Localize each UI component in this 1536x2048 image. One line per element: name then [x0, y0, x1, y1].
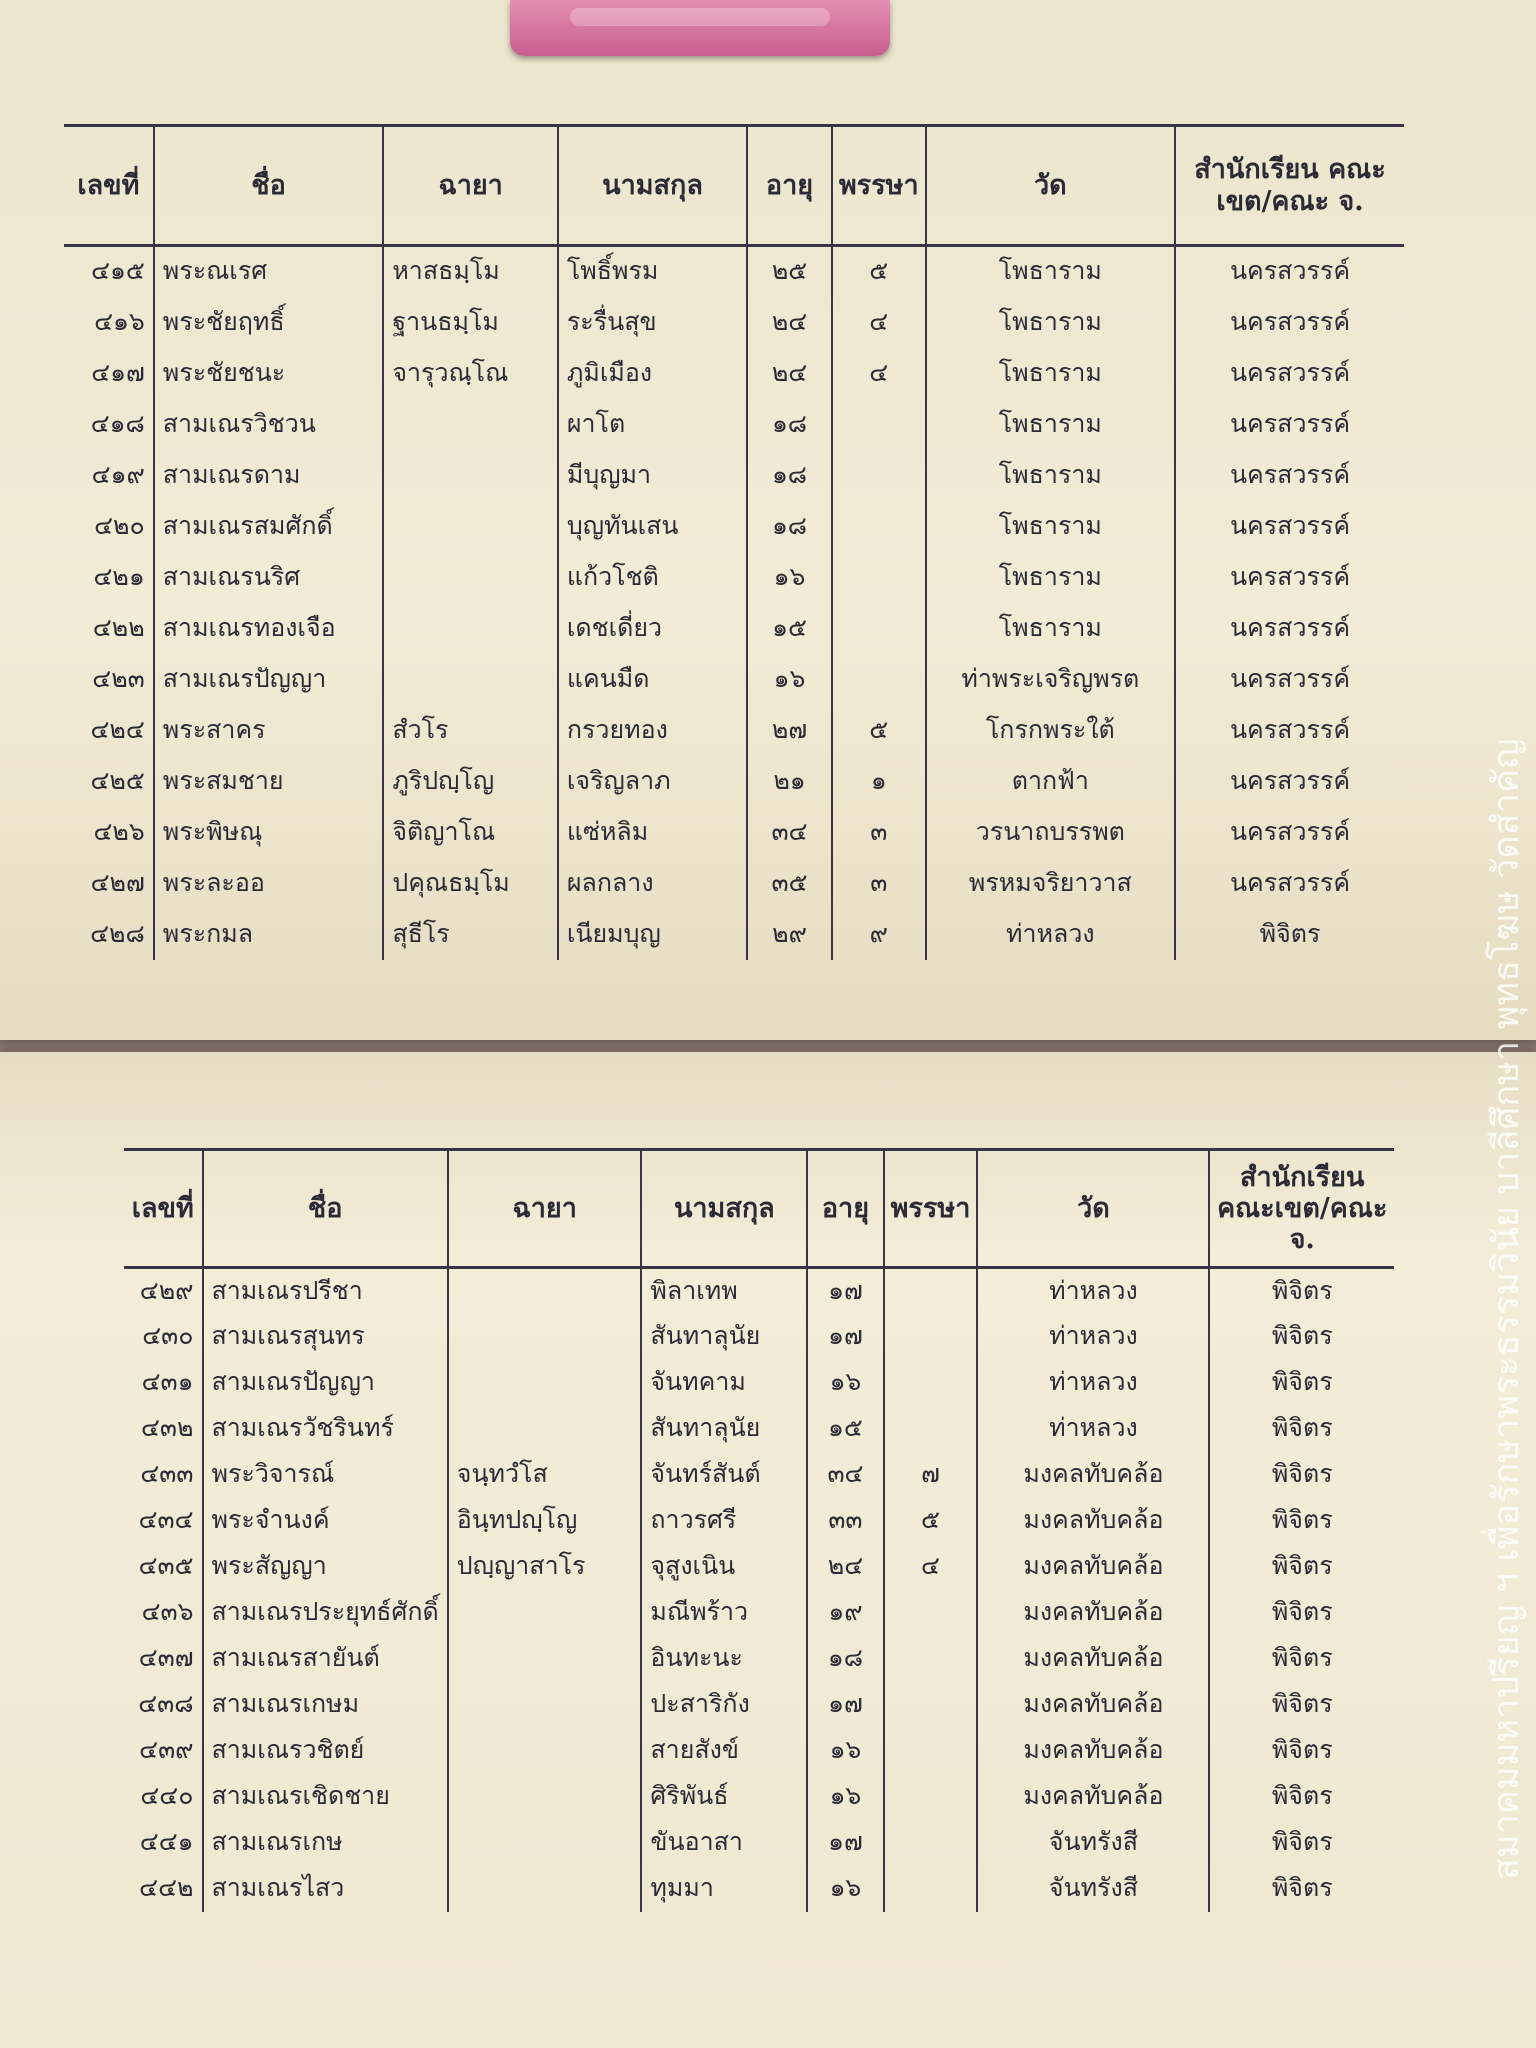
- cell-name: สามเณรสุนทร: [203, 1314, 448, 1360]
- cell-temple: จันทรังสี: [977, 1866, 1209, 1912]
- table-row: [124, 1314, 1394, 1360]
- cell-vassa: [884, 1682, 978, 1728]
- cell-number: ๔๓๕: [138, 1551, 194, 1581]
- cell-age: ๑๘: [747, 399, 832, 450]
- binder-clip: [510, 0, 890, 56]
- cell-name: พระจำนงค์: [203, 1498, 448, 1544]
- cell-temple: ตากฟ้า: [926, 756, 1175, 807]
- cell-surname: สายสังข์: [641, 1728, 807, 1774]
- cell-title: [448, 1682, 642, 1728]
- cell-school: นครสวรรค์: [1175, 807, 1404, 858]
- cell-age: ๑๗: [807, 1268, 883, 1314]
- cell-vassa: [832, 552, 926, 603]
- cell-vassa: [884, 1728, 978, 1774]
- cell-temple: ท่าหลวง: [977, 1360, 1209, 1406]
- col-header-name: ชื่อ: [203, 1150, 448, 1268]
- table-row: [124, 1360, 1394, 1406]
- cell-vassa: [832, 501, 926, 552]
- cell-school: พิจิตร: [1209, 1682, 1394, 1728]
- cell-age: ๑๗: [807, 1820, 883, 1866]
- header-row: [124, 1150, 1394, 1268]
- cell-number: ๔๓๐: [142, 1321, 194, 1351]
- cell-title: [448, 1820, 642, 1866]
- table-row: [124, 1728, 1394, 1774]
- cell-surname: จุสูงเนิน: [641, 1544, 807, 1590]
- cell-school: นครสวรรค์: [1175, 654, 1404, 705]
- table-row: [124, 1406, 1394, 1452]
- cell-vassa: ๕: [884, 1498, 978, 1544]
- cell-vassa: [832, 399, 926, 450]
- cell-surname: อินทะนะ: [641, 1636, 807, 1682]
- cell-name: สามเณรสมศักดิ์: [154, 501, 384, 552]
- table-row: [124, 1268, 1394, 1314]
- cell-temple: จันทรังสี: [977, 1820, 1209, 1866]
- cell-surname: ปะสาริกัง: [641, 1682, 807, 1728]
- cell-title: [383, 501, 558, 552]
- table-row: [64, 450, 1404, 501]
- cell-name: สามเณรวิชวน: [154, 399, 384, 450]
- cell-age: ๑๘: [747, 501, 832, 552]
- cell-temple: โพธาราม: [926, 348, 1175, 399]
- table-row: [64, 297, 1404, 348]
- cell-temple: มงคลทับคล้อ: [977, 1498, 1209, 1544]
- cell-number: ๔๔๑: [139, 1827, 194, 1857]
- cell-vassa: [884, 1268, 978, 1314]
- cell-age: ๑๘: [807, 1636, 883, 1682]
- cell-temple: โพธาราม: [926, 246, 1175, 297]
- cell-school: นครสวรรค์: [1175, 348, 1404, 399]
- cell-title: ปญฺญาสาโร: [448, 1544, 642, 1590]
- cell-surname: ถาวรศรี: [641, 1498, 807, 1544]
- cell-vassa: ๔: [884, 1544, 978, 1590]
- cell-number: ๔๑๕: [91, 256, 145, 286]
- cell-age: ๑๘: [747, 450, 832, 501]
- cell-number: ๔๑๗: [91, 357, 145, 387]
- cell-age: ๒๗: [747, 705, 832, 756]
- cell-name: สามเณรเกษ: [203, 1820, 448, 1866]
- cell-surname: กรวยทอง: [558, 705, 747, 756]
- cell-title: จารุวณฺโณ: [383, 348, 558, 399]
- table-row: [124, 1774, 1394, 1820]
- cell-vassa: ๓: [832, 858, 926, 909]
- cell-title: [448, 1360, 642, 1406]
- cell-name: สามเณรสายันต์: [203, 1636, 448, 1682]
- cell-school: พิจิตร: [1209, 1452, 1394, 1498]
- cell-school: พิจิตร: [1175, 909, 1404, 960]
- cell-school: พิจิตร: [1209, 1866, 1394, 1912]
- cell-title: [448, 1866, 642, 1912]
- cell-school: นครสวรรค์: [1175, 603, 1404, 654]
- cell-temple: มงคลทับคล้อ: [977, 1728, 1209, 1774]
- bottom-page: [0, 1052, 1536, 2048]
- cell-temple: โพธาราม: [926, 297, 1175, 348]
- cell-name: สามเณรปัญญา: [154, 654, 384, 705]
- cell-temple: ท่าหลวง: [926, 909, 1175, 960]
- cell-surname: ขันอาสา: [641, 1820, 807, 1866]
- cell-surname: พิลาเทพ: [641, 1268, 807, 1314]
- cell-temple: โพธาราม: [926, 450, 1175, 501]
- cell-name: สามเณรปัญญา: [203, 1360, 448, 1406]
- cell-number: ๔๒๗: [90, 867, 145, 897]
- cell-vassa: [884, 1314, 978, 1360]
- cell-school: พิจิตร: [1209, 1544, 1394, 1590]
- cell-title: [448, 1636, 642, 1682]
- table-row: [64, 399, 1404, 450]
- cell-surname: จันทคาม: [641, 1360, 807, 1406]
- table-row: [124, 1682, 1394, 1728]
- cell-temple: โกรกพระใต้: [926, 705, 1175, 756]
- cell-number: ๔๓๗: [138, 1643, 194, 1673]
- table-row: [64, 807, 1404, 858]
- cell-surname: แคนมืด: [558, 654, 747, 705]
- cell-vassa: [832, 450, 926, 501]
- cell-title: [448, 1590, 642, 1636]
- col-header-title: ฉายา: [383, 126, 558, 246]
- cell-name: พระกมล: [154, 909, 384, 960]
- cell-school: พิจิตร: [1209, 1590, 1394, 1636]
- cell-school: พิจิตร: [1209, 1314, 1394, 1360]
- cell-age: ๑๖: [747, 654, 832, 705]
- cell-name: พระสมชาย: [154, 756, 384, 807]
- cell-surname: แซ่หลิม: [558, 807, 747, 858]
- cell-number: ๔๔๐: [140, 1781, 194, 1811]
- cell-title: จิติญาโณ: [383, 807, 558, 858]
- cell-number: ๔๓๘: [138, 1689, 194, 1719]
- cell-name: พระชัยฤทธิ์: [154, 297, 384, 348]
- cell-title: [383, 603, 558, 654]
- cell-name: สามเณรวัชรินทร์: [203, 1406, 448, 1452]
- cell-name: สามเณรไสว: [203, 1866, 448, 1912]
- cell-school: นครสวรรค์: [1175, 246, 1404, 297]
- cell-vassa: ๗: [884, 1452, 978, 1498]
- bottom-table-body: [124, 1268, 1394, 1912]
- cell-temple: พรหมจริยาวาส: [926, 858, 1175, 909]
- cell-age: ๑๗: [807, 1314, 883, 1360]
- table-row: [124, 1820, 1394, 1866]
- cell-surname: เนียมบุญ: [558, 909, 747, 960]
- table-row: [124, 1498, 1394, 1544]
- cell-school: นครสวรรค์: [1175, 450, 1404, 501]
- cell-school: นครสวรรค์: [1175, 552, 1404, 603]
- cell-title: [448, 1774, 642, 1820]
- cell-age: ๒๔: [807, 1544, 883, 1590]
- cell-number: ๔๒๘: [90, 918, 145, 948]
- col-header-temple: วัด: [926, 126, 1175, 246]
- cell-title: ปคุณธมฺโม: [383, 858, 558, 909]
- cell-surname: เจริญลาภ: [558, 756, 747, 807]
- cell-school: พิจิตร: [1209, 1636, 1394, 1682]
- cell-age: ๓๓: [807, 1498, 883, 1544]
- cell-title: สุธีโร: [383, 909, 558, 960]
- cell-school: พิจิตร: [1209, 1498, 1394, 1544]
- cell-age: ๓๔: [747, 807, 832, 858]
- cell-number: ๔๑๙: [91, 459, 145, 489]
- cell-age: ๒๔: [747, 348, 832, 399]
- cell-name: พระพิษณุ: [154, 807, 384, 858]
- cell-number: ๔๒๑: [93, 561, 145, 591]
- cell-vassa: [884, 1590, 978, 1636]
- cell-vassa: ๔: [832, 348, 926, 399]
- col-header-name: ชื่อ: [154, 126, 384, 246]
- cell-name: สามเณรดาม: [154, 450, 384, 501]
- table-row: [64, 552, 1404, 603]
- cell-vassa: ๙: [832, 909, 926, 960]
- cell-name: พระสัญญา: [203, 1544, 448, 1590]
- table-row: [124, 1866, 1394, 1912]
- cell-age: ๑๕: [807, 1406, 883, 1452]
- cell-name: สามเณรเชิดชาย: [203, 1774, 448, 1820]
- cell-title: [448, 1314, 642, 1360]
- col-header-vassa: พรรษา: [832, 126, 926, 246]
- cell-title: ภูริปญฺโญ: [383, 756, 558, 807]
- cell-title: [448, 1406, 642, 1452]
- cell-age: ๒๔: [747, 297, 832, 348]
- watermark-text: สมาคมมหาปรียญ ฯ เพื่อรักษาพระธรรมวินัย บาลีศึกษา พุทธโฆษ วัดสำคัญ: [1486, 738, 1527, 1880]
- cell-temple: ท่าหลวง: [977, 1268, 1209, 1314]
- cell-temple: มงคลทับคล้อ: [977, 1774, 1209, 1820]
- cell-surname: ทุมมา: [641, 1866, 807, 1912]
- col-header-school: สำนักเรียน คณะเขต/คณะ จ.: [1175, 126, 1404, 246]
- cell-name: พระวิจารณ์: [203, 1452, 448, 1498]
- cell-number: ๔๓๔: [138, 1505, 194, 1535]
- cell-surname: ผาโต: [558, 399, 747, 450]
- cell-number: ๔๒๐: [94, 510, 145, 540]
- top-table-body: [64, 246, 1404, 960]
- table-row: [124, 1452, 1394, 1498]
- cell-title: [383, 450, 558, 501]
- cell-surname: มีบุญมา: [558, 450, 747, 501]
- cell-name: พระณเรศ: [154, 246, 384, 297]
- cell-school: นครสวรรค์: [1175, 858, 1404, 909]
- cell-age: ๑๖: [807, 1728, 883, 1774]
- cell-name: สามเณรทองเจือ: [154, 603, 384, 654]
- cell-school: พิจิตร: [1209, 1268, 1394, 1314]
- cell-surname: สันทาลุนัย: [641, 1406, 807, 1452]
- col-header-vassa: พรรษา: [884, 1150, 978, 1268]
- cell-number: ๔๒๒: [92, 612, 145, 642]
- cell-number: ๔๔๒: [139, 1873, 194, 1903]
- cell-number: ๔๑๘: [90, 408, 145, 438]
- cell-temple: ท่าหลวง: [977, 1406, 1209, 1452]
- cell-vassa: ๔: [832, 297, 926, 348]
- cell-number: ๔๒๖: [93, 816, 145, 846]
- cell-temple: มงคลทับคล้อ: [977, 1544, 1209, 1590]
- cell-vassa: [884, 1360, 978, 1406]
- cell-age: ๓๔: [807, 1452, 883, 1498]
- cell-vassa: [884, 1636, 978, 1682]
- cell-name: สามเณรประยุทธ์ศักดิ์: [203, 1590, 448, 1636]
- cell-temple: มงคลทับคล้อ: [977, 1452, 1209, 1498]
- cell-number: ๔๓๓: [140, 1459, 194, 1489]
- cell-title: [383, 552, 558, 603]
- cell-school: พิจิตร: [1209, 1360, 1394, 1406]
- cell-surname: ระรื่นสุข: [558, 297, 747, 348]
- cell-school: นครสวรรค์: [1175, 501, 1404, 552]
- cell-age: ๑๙: [807, 1590, 883, 1636]
- cell-vassa: [832, 603, 926, 654]
- cell-temple: โพธาราม: [926, 501, 1175, 552]
- table-row: [64, 246, 1404, 297]
- cell-number: ๔๓๒: [141, 1413, 194, 1443]
- cell-number: ๔๓๖: [141, 1597, 194, 1627]
- cell-age: ๒๑: [747, 756, 832, 807]
- cell-age: ๑๖: [807, 1866, 883, 1912]
- cell-surname: มณีพร้าว: [641, 1590, 807, 1636]
- cell-vassa: ๑: [832, 756, 926, 807]
- cell-age: ๑๕: [747, 603, 832, 654]
- cell-school: นครสวรรค์: [1175, 756, 1404, 807]
- cell-surname: เดชเดี่ยว: [558, 603, 747, 654]
- col-header-age: อายุ: [747, 126, 832, 246]
- table-row: [64, 705, 1404, 756]
- col-header-number: เลขที่: [131, 1192, 194, 1224]
- col-header-age: อายุ: [807, 1150, 883, 1268]
- table-row: [64, 909, 1404, 960]
- cell-temple: วรนาถบรรพต: [926, 807, 1175, 858]
- cell-name: พระชัยชนะ: [154, 348, 384, 399]
- cell-age: ๑๖: [807, 1360, 883, 1406]
- cell-temple: ท่าพระเจริญพรต: [926, 654, 1175, 705]
- cell-name: พระสาคร: [154, 705, 384, 756]
- cell-age: ๒๕: [747, 246, 832, 297]
- table-row: [64, 603, 1404, 654]
- cell-title: อินฺทปญฺโญ: [448, 1498, 642, 1544]
- cell-name: สามเณรนริศ: [154, 552, 384, 603]
- cell-title: [383, 654, 558, 705]
- cell-temple: โพธาราม: [926, 552, 1175, 603]
- cell-title: ฐานธมฺโม: [383, 297, 558, 348]
- cell-school: พิจิตร: [1209, 1728, 1394, 1774]
- cell-title: หาสธมฺโม: [383, 246, 558, 297]
- cell-name: สามเณรวชิตย์: [203, 1728, 448, 1774]
- cell-surname: บุญทันเสน: [558, 501, 747, 552]
- cell-vassa: ๕: [832, 246, 926, 297]
- bottom-table: [124, 1148, 1394, 1912]
- cell-number: ๔๒๙: [139, 1275, 194, 1305]
- cell-temple: มงคลทับคล้อ: [977, 1590, 1209, 1636]
- cell-vassa: [884, 1820, 978, 1866]
- cell-vassa: [832, 654, 926, 705]
- cell-age: ๒๙: [747, 909, 832, 960]
- cell-number: ๔๑๖: [94, 306, 145, 336]
- cell-school: พิจิตร: [1209, 1820, 1394, 1866]
- col-header-title: ฉายา: [448, 1150, 642, 1268]
- col-header-surname: นามสกุล: [558, 126, 747, 246]
- cell-surname: โพธิ์พรม: [558, 246, 747, 297]
- cell-school: พิจิตร: [1209, 1406, 1394, 1452]
- cell-surname: สันทาลุนัย: [641, 1314, 807, 1360]
- col-header-temple: วัด: [977, 1150, 1209, 1268]
- cell-number: ๔๒๔: [90, 714, 145, 744]
- cell-temple: ท่าหลวง: [977, 1314, 1209, 1360]
- cell-age: ๑๖: [807, 1774, 883, 1820]
- cell-title: จนฺทวํโส: [448, 1452, 642, 1498]
- col-header-number: เลขที่: [77, 169, 140, 201]
- cell-vassa: [884, 1406, 978, 1452]
- cell-number: ๔๒๕: [90, 765, 145, 795]
- cell-number: ๔๓๑: [141, 1367, 194, 1397]
- col-header-surname: นามสกุล: [641, 1150, 807, 1268]
- cell-surname: ศิริพันธ์: [641, 1774, 807, 1820]
- cell-surname: แก้วโชติ: [558, 552, 747, 603]
- cell-name: พระละออ: [154, 858, 384, 909]
- table-row: [64, 501, 1404, 552]
- cell-vassa: ๓: [832, 807, 926, 858]
- cell-vassa: [884, 1866, 978, 1912]
- table-row: [124, 1636, 1394, 1682]
- cell-number: ๔๒๓: [92, 663, 145, 693]
- cell-temple: โพธาราม: [926, 603, 1175, 654]
- cell-temple: มงคลทับคล้อ: [977, 1682, 1209, 1728]
- cell-surname: ผลกลาง: [558, 858, 747, 909]
- cell-school: นครสวรรค์: [1175, 399, 1404, 450]
- cell-number: ๔๓๙: [139, 1735, 194, 1765]
- cell-temple: มงคลทับคล้อ: [977, 1636, 1209, 1682]
- cell-title: [383, 399, 558, 450]
- col-header-school: สำนักเรียน คณะเขต/คณะ จ.: [1209, 1150, 1394, 1268]
- table-row: [64, 654, 1404, 705]
- cell-school: พิจิตร: [1209, 1774, 1394, 1820]
- header-row: [64, 126, 1404, 246]
- table-row: [124, 1590, 1394, 1636]
- cell-title: [448, 1728, 642, 1774]
- cell-name: สามเณรเกษม: [203, 1682, 448, 1728]
- cell-age: ๑๖: [747, 552, 832, 603]
- cell-title: สํวโร: [383, 705, 558, 756]
- table-row: [64, 858, 1404, 909]
- cell-vassa: [884, 1774, 978, 1820]
- cell-surname: ภูมิเมือง: [558, 348, 747, 399]
- table-row: [64, 756, 1404, 807]
- cell-school: นครสวรรค์: [1175, 705, 1404, 756]
- cell-school: นครสวรรค์: [1175, 297, 1404, 348]
- cell-title: [448, 1268, 642, 1314]
- cell-age: ๓๕: [747, 858, 832, 909]
- cell-name: สามเณรปรีชา: [203, 1268, 448, 1314]
- cell-vassa: ๕: [832, 705, 926, 756]
- cell-temple: โพธาราม: [926, 399, 1175, 450]
- cell-age: ๑๗: [807, 1682, 883, 1728]
- table-row: [124, 1544, 1394, 1590]
- table-row: [64, 348, 1404, 399]
- top-table: [64, 124, 1404, 960]
- cell-surname: จันทร์สันต์: [641, 1452, 807, 1498]
